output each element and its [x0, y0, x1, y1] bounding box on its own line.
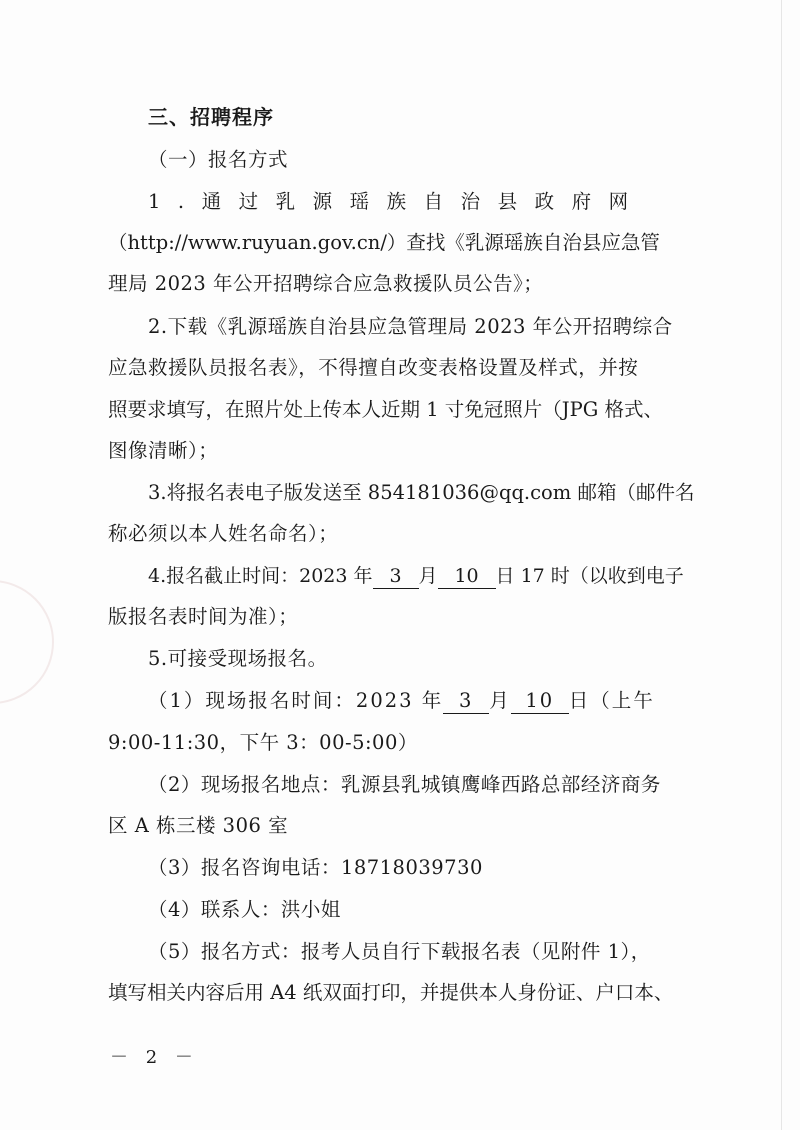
subsection-title: （一）报名方式 — [148, 148, 289, 171]
item2-line3: 照要求填写，在照片处上传本人近期 1 寸免冠照片（JPG 格式、 — [108, 398, 664, 421]
onsite3: （3）报名咨询电话：18718039730 — [148, 856, 483, 879]
item1-line3: 理局 2023 年公开招聘综合应急救援队员公告》； — [108, 272, 544, 295]
item2-line1: 2.下载《乳源瑶族自治县应急管理局 2023 年公开招聘综合 — [148, 315, 673, 338]
item2-line4: 图像清晰）； — [108, 439, 219, 462]
onsite2-line1: （2）现场报名地点：乳源县乳城镇鹰峰西路总部经济商务 — [148, 773, 661, 796]
item4-line2: 版报名表时间为准）； — [108, 605, 299, 628]
item2-line2: 应急救援队员报名表》，不得擅自改变表格设置及样式，并按 — [108, 356, 639, 379]
onsite2-line2: 区 A 栋三楼 306 室 — [108, 814, 289, 837]
onsite4: （4）联系人：洪小姐 — [148, 898, 341, 921]
onsite1-line2: 9:00-11:30，下午 3：00-5:00） — [108, 731, 418, 754]
item4-text-c: 日 17 时（以收到电子 — [495, 565, 684, 587]
item4-line1 — [148, 562, 693, 590]
onsite1-line1 — [148, 687, 693, 715]
item4-text-b: 月 — [418, 565, 438, 587]
item4-month-underlined: 3 — [373, 564, 419, 589]
section-heading: 三、招聘程序 — [148, 105, 274, 129]
item3-line2: 称必须以本人姓名命名）； — [108, 522, 339, 545]
onsite1-month-underlined: 3 — [443, 689, 489, 714]
item1-line1: 1.通过乳源瑶族自治县政府网 — [148, 190, 646, 213]
item5: 5.可接受现场报名。 — [148, 647, 328, 670]
onsite1-day-underlined: 10 — [511, 689, 569, 714]
onsite5-line2: 填写相关内容后用 A4 纸双面打印，并提供本人身份证、户口本、 — [108, 981, 674, 1004]
item4-text-a: 4.报名截止时间：2023 年 — [148, 565, 373, 587]
page-edge — [781, 0, 782, 1130]
onsite1-text-b: 月 — [489, 689, 511, 712]
onsite1-text-c: 日（上午 — [568, 689, 655, 712]
page-number: － 2 － — [110, 1047, 199, 1068]
item1-line2: （http://www.ruyuan.gov.cn/）查找《乳源瑶族自治县应急管 — [108, 231, 660, 254]
onsite1-text-a: （1）现场报名时间：2023 年 — [148, 689, 444, 712]
item3-line1: 3.将报名表电子版发送至 854181036@qq.com 邮箱（邮件名 — [148, 481, 695, 504]
item4-day-underlined: 10 — [438, 564, 496, 589]
faint-seal-stamp — [0, 580, 54, 704]
onsite5-line1: （5）报名方式：报考人员自行下载报名表（见附件 1）， — [148, 940, 651, 963]
